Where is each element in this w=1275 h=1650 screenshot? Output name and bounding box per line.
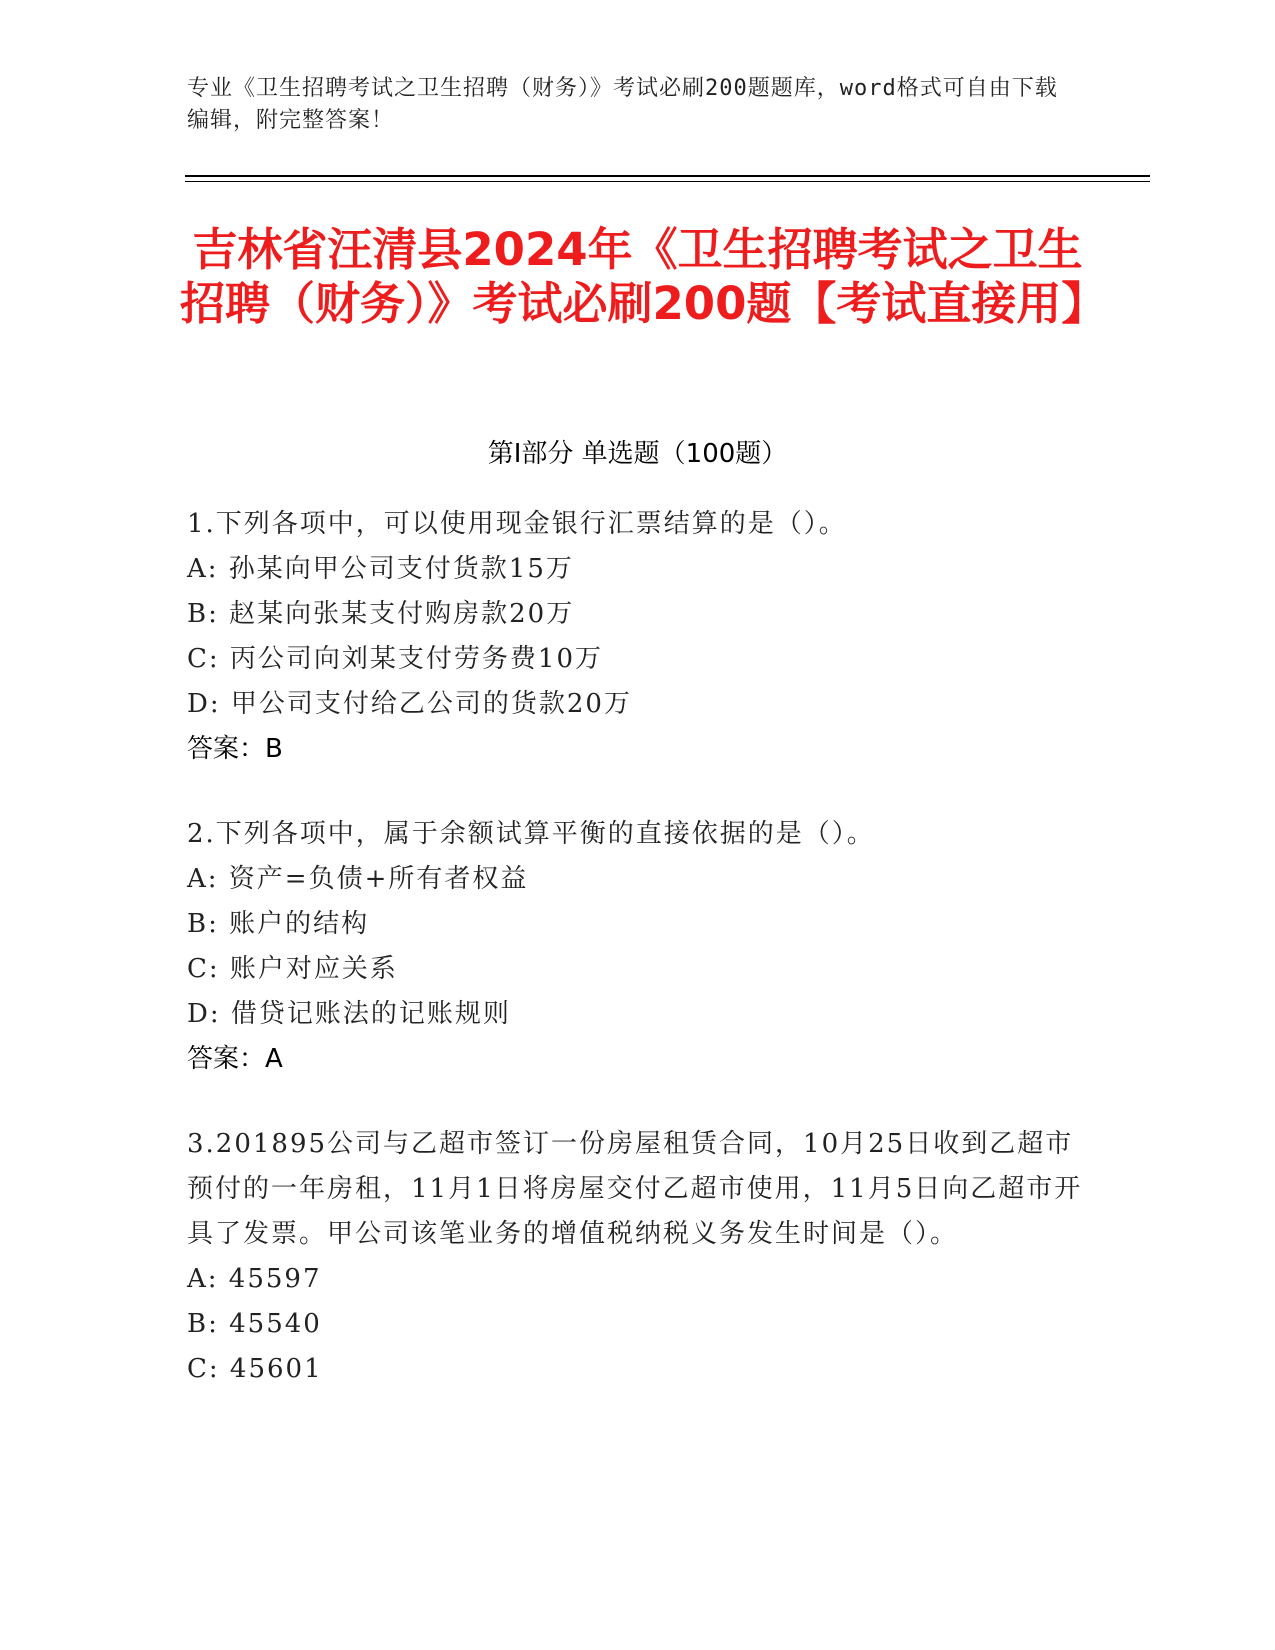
option-a: A: 资产=负债+所有者权益: [187, 864, 529, 894]
option-c: C: 45601: [187, 1354, 323, 1384]
question-text: 2.下列各项中，属于余额试算平衡的直接依据的是（）。: [187, 819, 875, 849]
option-c: C: 账户对应关系: [187, 954, 398, 984]
header-note: 专业《卫生招聘考试之卫生招聘（财务）》考试必刷200题题库，word格式可自由下载编辑，附完整答案！: [187, 76, 1058, 133]
question-2: [187, 812, 1087, 1082]
question-text: 1.下列各项中，可以使用现金银行汇票结算的是（）。: [187, 509, 847, 539]
option-b: B: 账户的结构: [187, 909, 370, 939]
option-a: A: 45597: [187, 1264, 322, 1294]
question-3: [187, 1122, 1087, 1392]
document-title: 吉林省汪清县2024年《卫生招聘考试之卫生招聘（财务）》考试必刷200题【考试直接用】: [180, 223, 1107, 330]
option-b: B: 45540: [187, 1309, 322, 1339]
question-text: 3.201895公司与乙超市签订一份房屋租赁合同，10月25日收到乙超市预付的一年房租，11月1日将房屋交付乙超市使用，11月5日向乙超市开具了发票。甲公司该笔业务的增值税纳税义务发生时间是（）。: [187, 1129, 1083, 1249]
option-b: B: 赵某向张某支付购房款20万: [187, 599, 575, 629]
option-d: D: 借贷记账法的记账规则: [187, 999, 511, 1029]
header-rule-thin: [185, 181, 1150, 182]
option-c: C: 丙公司向刘某支付劳务费10万: [187, 644, 604, 674]
section-title: 第I部分 单选题（100题）: [487, 439, 788, 469]
question-1: [187, 502, 1087, 772]
answer: 答案：B: [187, 734, 283, 764]
header-rule-thick: [185, 175, 1150, 177]
option-a: A: 孙某向甲公司支付货款15万: [187, 554, 574, 584]
answer: 答案：A: [187, 1044, 283, 1074]
option-d: D: 甲公司支付给乙公司的货款20万: [187, 689, 632, 719]
